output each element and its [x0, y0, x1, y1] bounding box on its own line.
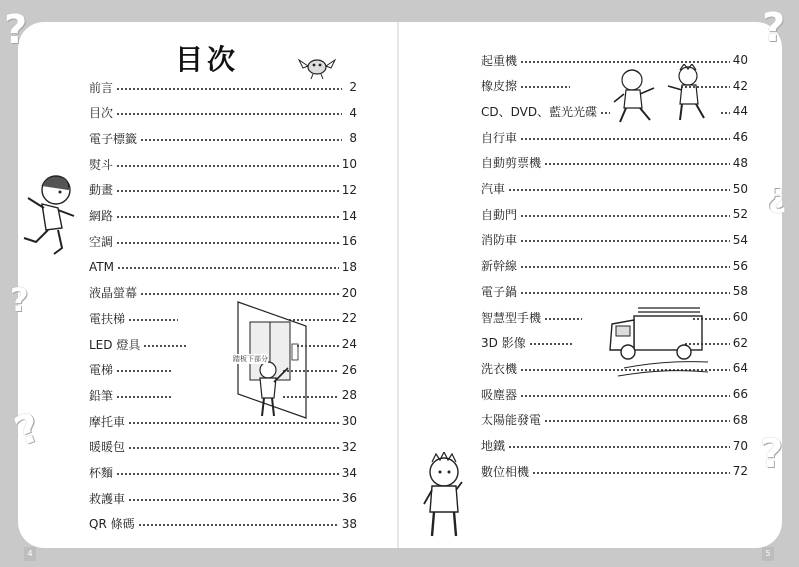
- toc-entry[interactable]: 太陽能發電 68: [481, 412, 748, 428]
- toc-entry[interactable]: LED 燈具 24: [89, 337, 358, 352]
- toc-entry[interactable]: 空調 16: [89, 234, 357, 249]
- toc-entry[interactable]: 杯麵 34: [89, 465, 357, 480]
- toc-entry[interactable]: 吸塵器 66: [481, 387, 748, 402]
- question-mark-icon: ?: [760, 431, 784, 477]
- toc-entry[interactable]: 自動剪票機 48: [481, 155, 748, 171]
- toc-entry[interactable]: 自動門 52: [481, 207, 748, 222]
- illustration-boy-running: [18, 168, 80, 258]
- toc-entry[interactable]: 汽車 50: [481, 181, 748, 196]
- toc-entry[interactable]: 3D 影像 62: [481, 335, 749, 351]
- question-mark-icon: ?: [10, 281, 29, 319]
- toc-entry[interactable]: 救護車 36: [89, 491, 357, 506]
- toc-entry[interactable]: 數位相機 72: [481, 464, 748, 479]
- book-spine: [397, 22, 399, 548]
- question-mark-icon: ?: [8, 404, 47, 456]
- toc-entry[interactable]: 摩托車 30: [89, 414, 357, 429]
- toc-entry[interactable]: 電扶梯 22: [89, 311, 358, 326]
- toc-entry[interactable]: 電子標籤 8: [89, 131, 357, 146]
- toc-entry[interactable]: 液晶螢幕 20: [89, 285, 357, 301]
- toc-entry[interactable]: 動畫 12: [89, 182, 357, 198]
- toc-entry[interactable]: 橡皮擦 42: [481, 78, 749, 94]
- page-title: 目次: [175, 43, 240, 76]
- toc-entry[interactable]: 新幹線 56: [481, 258, 748, 274]
- question-mark-icon: ?: [762, 5, 786, 51]
- toc-entry[interactable]: 智慧型手機 60: [481, 310, 749, 325]
- toc-entry[interactable]: 熨斗 10: [89, 157, 357, 172]
- toc-entry[interactable]: 消防車 54: [481, 232, 748, 248]
- toc-entry[interactable]: 洗衣機 64: [481, 361, 748, 376]
- illustration-boy-thinking: [418, 452, 470, 542]
- toc-entry[interactable]: 電子鍋 58: [481, 284, 748, 299]
- toc-entry[interactable]: 起重機 40: [481, 53, 748, 68]
- right-page-number: 5: [762, 547, 774, 561]
- illustration-flying-creature: [295, 54, 339, 80]
- toc-entry[interactable]: 網路 14: [89, 208, 357, 223]
- toc-entry[interactable]: 自行車 46: [481, 130, 748, 145]
- toc-entry[interactable]: 電梯 26: [89, 362, 358, 378]
- toc-entry[interactable]: 鉛筆 28: [89, 388, 358, 403]
- toc-entry[interactable]: QR 條碼 38: [89, 516, 357, 532]
- question-mark-icon: ?: [4, 7, 28, 53]
- toc-entry[interactable]: ATM 18: [89, 259, 357, 274]
- toc-entry[interactable]: CD、DVD、藍光光碟 44: [481, 104, 749, 119]
- toc-entry[interactable]: 目次 4: [89, 105, 357, 121]
- left-page-number: 4: [24, 547, 36, 561]
- toc-entry[interactable]: 地鐵 70: [481, 438, 748, 453]
- question-mark-icon: ?: [768, 181, 787, 219]
- toc-entry[interactable]: 暖暖包 32: [89, 439, 357, 455]
- toc-entry[interactable]: 前言 2: [89, 80, 357, 95]
- elevator-sign: 踏板下部分: [233, 355, 268, 363]
